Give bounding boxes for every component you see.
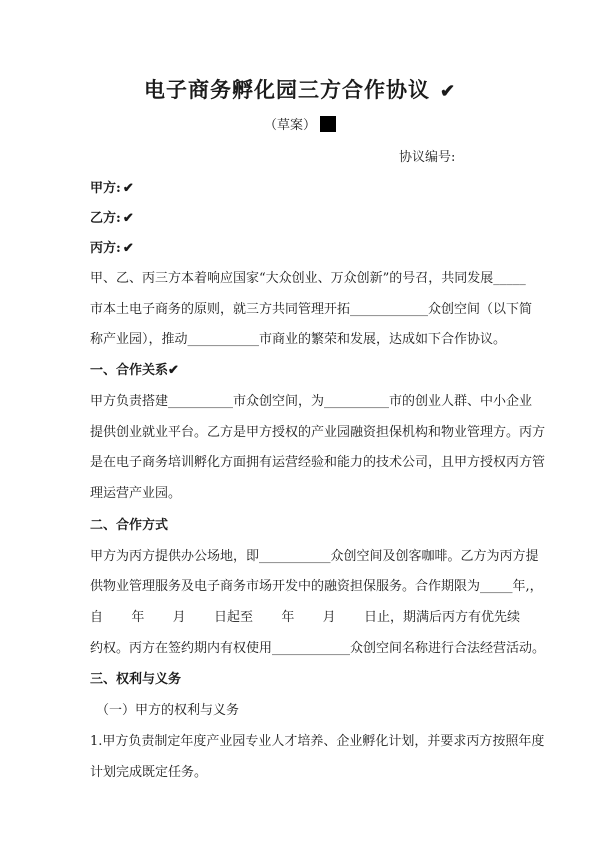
party-a — [90, 177, 134, 196]
title-text: 电子商务孵化园三方合作协议 — [143, 77, 430, 102]
date-part: 年 — [281, 610, 295, 625]
section2-line: 供物业管理服务及电子商务市场开发中的融资担保服务。合作期限为_____年,， — [90, 579, 543, 594]
heading-text: 一、合作关系 — [90, 363, 169, 378]
checkmark-icon: ✔ — [122, 181, 134, 196]
party-label: 丙方: — [90, 241, 121, 256]
section1-line: 甲方负责搭建__________市众创空间，为__________市的创业人群、中小企业 — [90, 394, 533, 409]
date-part: 自 — [90, 610, 104, 625]
section2-line: 甲方为丙方提供办公场地，即___________众创空间及创客咖啡。乙方为丙方提 — [90, 549, 539, 564]
checkmark-icon: ✔ — [122, 241, 134, 256]
section-heading-method: 二、合作方式 — [90, 518, 169, 533]
checkmark-icon: ✔ — [439, 81, 457, 102]
intro-line: 称产业园），推动___________市商业的繁荣和发展，达成如下合作协议。 — [90, 332, 507, 347]
checkmark-icon: ✔ — [168, 363, 179, 378]
section2-date-line — [90, 606, 520, 625]
subsection-heading: （一）甲方的权利与义务 — [96, 703, 240, 718]
document-title — [0, 74, 600, 104]
section3-line: 1.甲方负责制定年度产业园专业人才培养、企业孵化计划，并要求丙方按照年度 — [90, 734, 545, 749]
party-c — [90, 237, 134, 256]
date-part: 年 — [131, 610, 145, 625]
section-heading-rights: 三、权利与义务 — [90, 672, 182, 687]
redaction-box — [320, 116, 336, 132]
intro-line: 甲、乙、丙三方本着响应国家“大众创业、万众创新”的号召，共同发展_____ — [90, 271, 526, 286]
date-part: 月 — [322, 610, 336, 625]
intro-line: 市本土电子商务的原则，就三方共同管理开拓____________众创空间（以下简 — [90, 302, 533, 317]
draft-text: （草案） — [263, 118, 316, 133]
party-label: 乙方: — [90, 211, 121, 226]
doc-number-label: 协议编号: — [399, 150, 456, 165]
section2-line: 约权。丙方在签约期内有权使用____________众创空间名称进行合法经营活动。 — [90, 641, 546, 656]
section1-line: 理运营产业园。 — [90, 486, 182, 501]
section3-line: 计划完成既定任务。 — [90, 765, 208, 780]
draft-label — [0, 114, 600, 133]
party-b — [90, 207, 134, 226]
date-part: 日起至 — [213, 610, 253, 625]
section-heading-cooperation — [90, 359, 179, 378]
section1-line: 提供创业就业平台。乙方是甲方授权的产业园融资担保机构和物业管理方。丙方 — [90, 425, 546, 440]
party-label: 甲方: — [90, 181, 121, 196]
section1-line: 是在电子商务培训孵化方面拥有运营经验和能力的技术公司，且甲方授权丙方管 — [90, 455, 546, 470]
date-part: 日止，期满后丙方有优先续 — [363, 610, 520, 625]
date-part: 月 — [172, 610, 186, 625]
checkmark-icon: ✔ — [122, 211, 134, 226]
